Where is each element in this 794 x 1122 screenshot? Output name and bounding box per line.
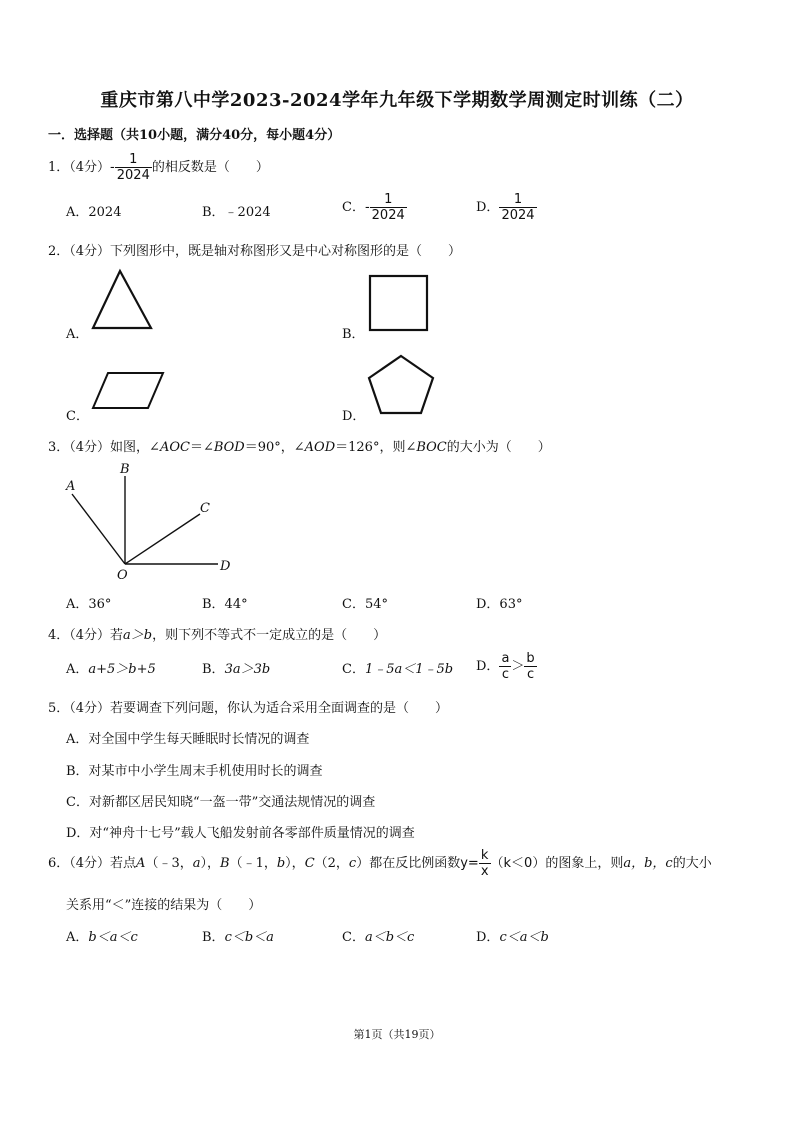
option-expression: b＜a＜c xyxy=(88,930,138,945)
fraction-denominator: 2024 xyxy=(501,208,535,223)
fraction-denominator: 2024 xyxy=(371,208,405,223)
condition: a＞b xyxy=(123,628,153,643)
var-a: a xyxy=(192,856,201,871)
option-expression: a＜b＜c xyxy=(364,930,415,945)
question-6 xyxy=(48,848,712,879)
q6-option-a xyxy=(66,926,138,945)
fraction xyxy=(479,848,491,879)
fraction-numerator: 1 xyxy=(129,152,138,167)
text: 6．（4分）若点 xyxy=(48,856,137,871)
text: （2， xyxy=(314,856,349,871)
q2-option-d-label: D． xyxy=(342,409,366,424)
q5-option-b: B．对某市中小学生周末手机使用时长的调查 xyxy=(66,764,323,779)
option-label: B． xyxy=(202,930,225,945)
option-expression: 3a＞3b xyxy=(224,662,271,677)
condition: （k＜0） xyxy=(490,856,546,871)
q4-option-d xyxy=(476,651,537,682)
variables: a，b，c xyxy=(623,856,673,871)
q4-option-c xyxy=(342,658,453,677)
label-a: A xyxy=(66,479,76,494)
q1-option-d xyxy=(476,192,537,223)
option-expression: c＜a＜b xyxy=(499,930,549,945)
q5-option-d: D．对“神舟十七号”载人飞船发射前各零部件质量情况的调查 xyxy=(66,826,415,841)
option-label: C． xyxy=(342,200,365,215)
text: 的图象上，则 xyxy=(545,856,624,871)
fraction-denominator: c xyxy=(499,666,511,682)
option-label: A． xyxy=(66,662,89,677)
pentagon-figure xyxy=(364,352,438,418)
question-1-suffix: 的相反数是（ ） xyxy=(151,160,269,175)
text: ＝126°，则∠ xyxy=(335,440,417,455)
section-heading: 一．选择题（共10小题，满分40分，每小题4分） xyxy=(48,128,341,143)
text: 的大小为（ ） xyxy=(446,440,551,455)
text: （﹣3， xyxy=(145,856,193,871)
fraction-denominator: c xyxy=(524,666,536,682)
angle-aod: AOD xyxy=(304,440,336,455)
question-4 xyxy=(48,624,386,643)
q6-option-b xyxy=(202,926,274,945)
text: ）， xyxy=(200,856,220,871)
option-label: B． xyxy=(202,662,225,677)
q5-option-c: C．对新都区居民知晓“一盔一带”交通法规情况的调查 xyxy=(66,795,376,810)
page-footer: 第1页（共19页） xyxy=(353,1028,441,1041)
point-b: B xyxy=(220,856,230,871)
fraction xyxy=(499,651,511,682)
fraction-numerator: k xyxy=(480,848,489,863)
label-o: O xyxy=(117,568,128,583)
negative-sign: - xyxy=(110,160,115,175)
var-b: b xyxy=(276,856,286,871)
question-1-prefix: 1．（4分） xyxy=(48,160,111,175)
page-title: 重庆市第八中学2023-2024学年九年级下学期数学周测定时训练（二） xyxy=(100,90,694,111)
fraction-denominator: 2024 xyxy=(116,168,150,183)
fraction-numerator: a xyxy=(501,651,510,666)
fraction xyxy=(370,192,407,223)
q3-option-c: C．54° xyxy=(342,597,388,612)
text: 3．（4分）如图，∠ xyxy=(48,440,160,455)
question-3 xyxy=(48,436,551,455)
text: 4．（4分）若 xyxy=(48,628,124,643)
q6-option-d xyxy=(476,926,549,945)
fraction-numerator: 1 xyxy=(384,192,393,207)
text: （﹣1， xyxy=(229,856,277,871)
fraction-numerator: 1 xyxy=(513,192,523,207)
q4-option-b xyxy=(202,658,270,677)
angle-boc: BOC xyxy=(416,440,447,455)
q1-option-c xyxy=(342,192,407,223)
option-expression: a+5＞b+5 xyxy=(88,662,156,677)
point-c: C xyxy=(304,856,315,871)
q6-option-c xyxy=(342,926,414,945)
option-label: D． xyxy=(476,200,500,215)
q2-option-b-label: B． xyxy=(342,327,365,342)
function-y: y= xyxy=(460,856,479,871)
question-6-line-2: 关系用“＜”连接的结果为（ ） xyxy=(66,898,262,913)
angle-bod: BOD xyxy=(213,440,245,455)
question-5: 5．（4分）若要调查下列问题，你认为适合采用全面调查的是（ ） xyxy=(48,701,449,716)
q2-option-a-label: A． xyxy=(66,327,89,342)
square-figure xyxy=(366,272,432,334)
angle-diagram xyxy=(60,458,240,584)
text: 的大小 xyxy=(672,856,712,871)
point-a: A xyxy=(136,856,146,871)
q3-option-b: B．44° xyxy=(202,597,248,612)
option-expression: c＜b＜a xyxy=(224,930,274,945)
fraction xyxy=(499,192,536,223)
negative-sign: - xyxy=(364,200,370,215)
option-label: C． xyxy=(342,930,365,945)
option-label: C． xyxy=(342,662,365,677)
text: ＝90°，∠ xyxy=(244,440,305,455)
q1-option-b: B．﹣2024 xyxy=(202,205,271,220)
fraction-numerator: b xyxy=(526,651,535,666)
parallelogram-figure xyxy=(88,368,168,416)
label-c: C xyxy=(200,501,210,516)
var-c: c xyxy=(348,856,357,871)
question-1 xyxy=(48,152,269,183)
q4-option-a xyxy=(66,658,156,677)
option-label: D． xyxy=(476,930,500,945)
q2-option-c-label: C． xyxy=(66,409,89,424)
text: ＝∠ xyxy=(189,440,214,455)
text: ）都在反比例函数 xyxy=(356,856,461,871)
question-2: 2．（4分）下列图形中，既是轴对称图形又是中心对称图形的是（ ） xyxy=(48,244,462,259)
fraction xyxy=(115,152,152,183)
text: ）， xyxy=(285,856,305,871)
label-d: D xyxy=(220,559,231,574)
angle-aoc: AOC xyxy=(159,440,190,455)
q1-option-a: A．2024 xyxy=(66,205,122,220)
label-b: B xyxy=(120,462,130,477)
q5-option-a: A．对全国中学生每天睡眠时长情况的调查 xyxy=(66,732,310,747)
greater-than: ＞ xyxy=(511,659,525,674)
triangle-figure xyxy=(88,266,158,336)
option-label: D． xyxy=(476,659,500,674)
option-expression: 1﹣5a＜1﹣5b xyxy=(364,662,454,677)
fraction-denominator: x xyxy=(480,864,489,879)
fraction xyxy=(524,651,536,682)
q3-option-a: A．36° xyxy=(66,597,112,612)
option-label: A． xyxy=(66,930,89,945)
q3-option-d: D．63° xyxy=(476,597,523,612)
text: ，则下列不等式不一定成立的是（ ） xyxy=(152,628,387,643)
